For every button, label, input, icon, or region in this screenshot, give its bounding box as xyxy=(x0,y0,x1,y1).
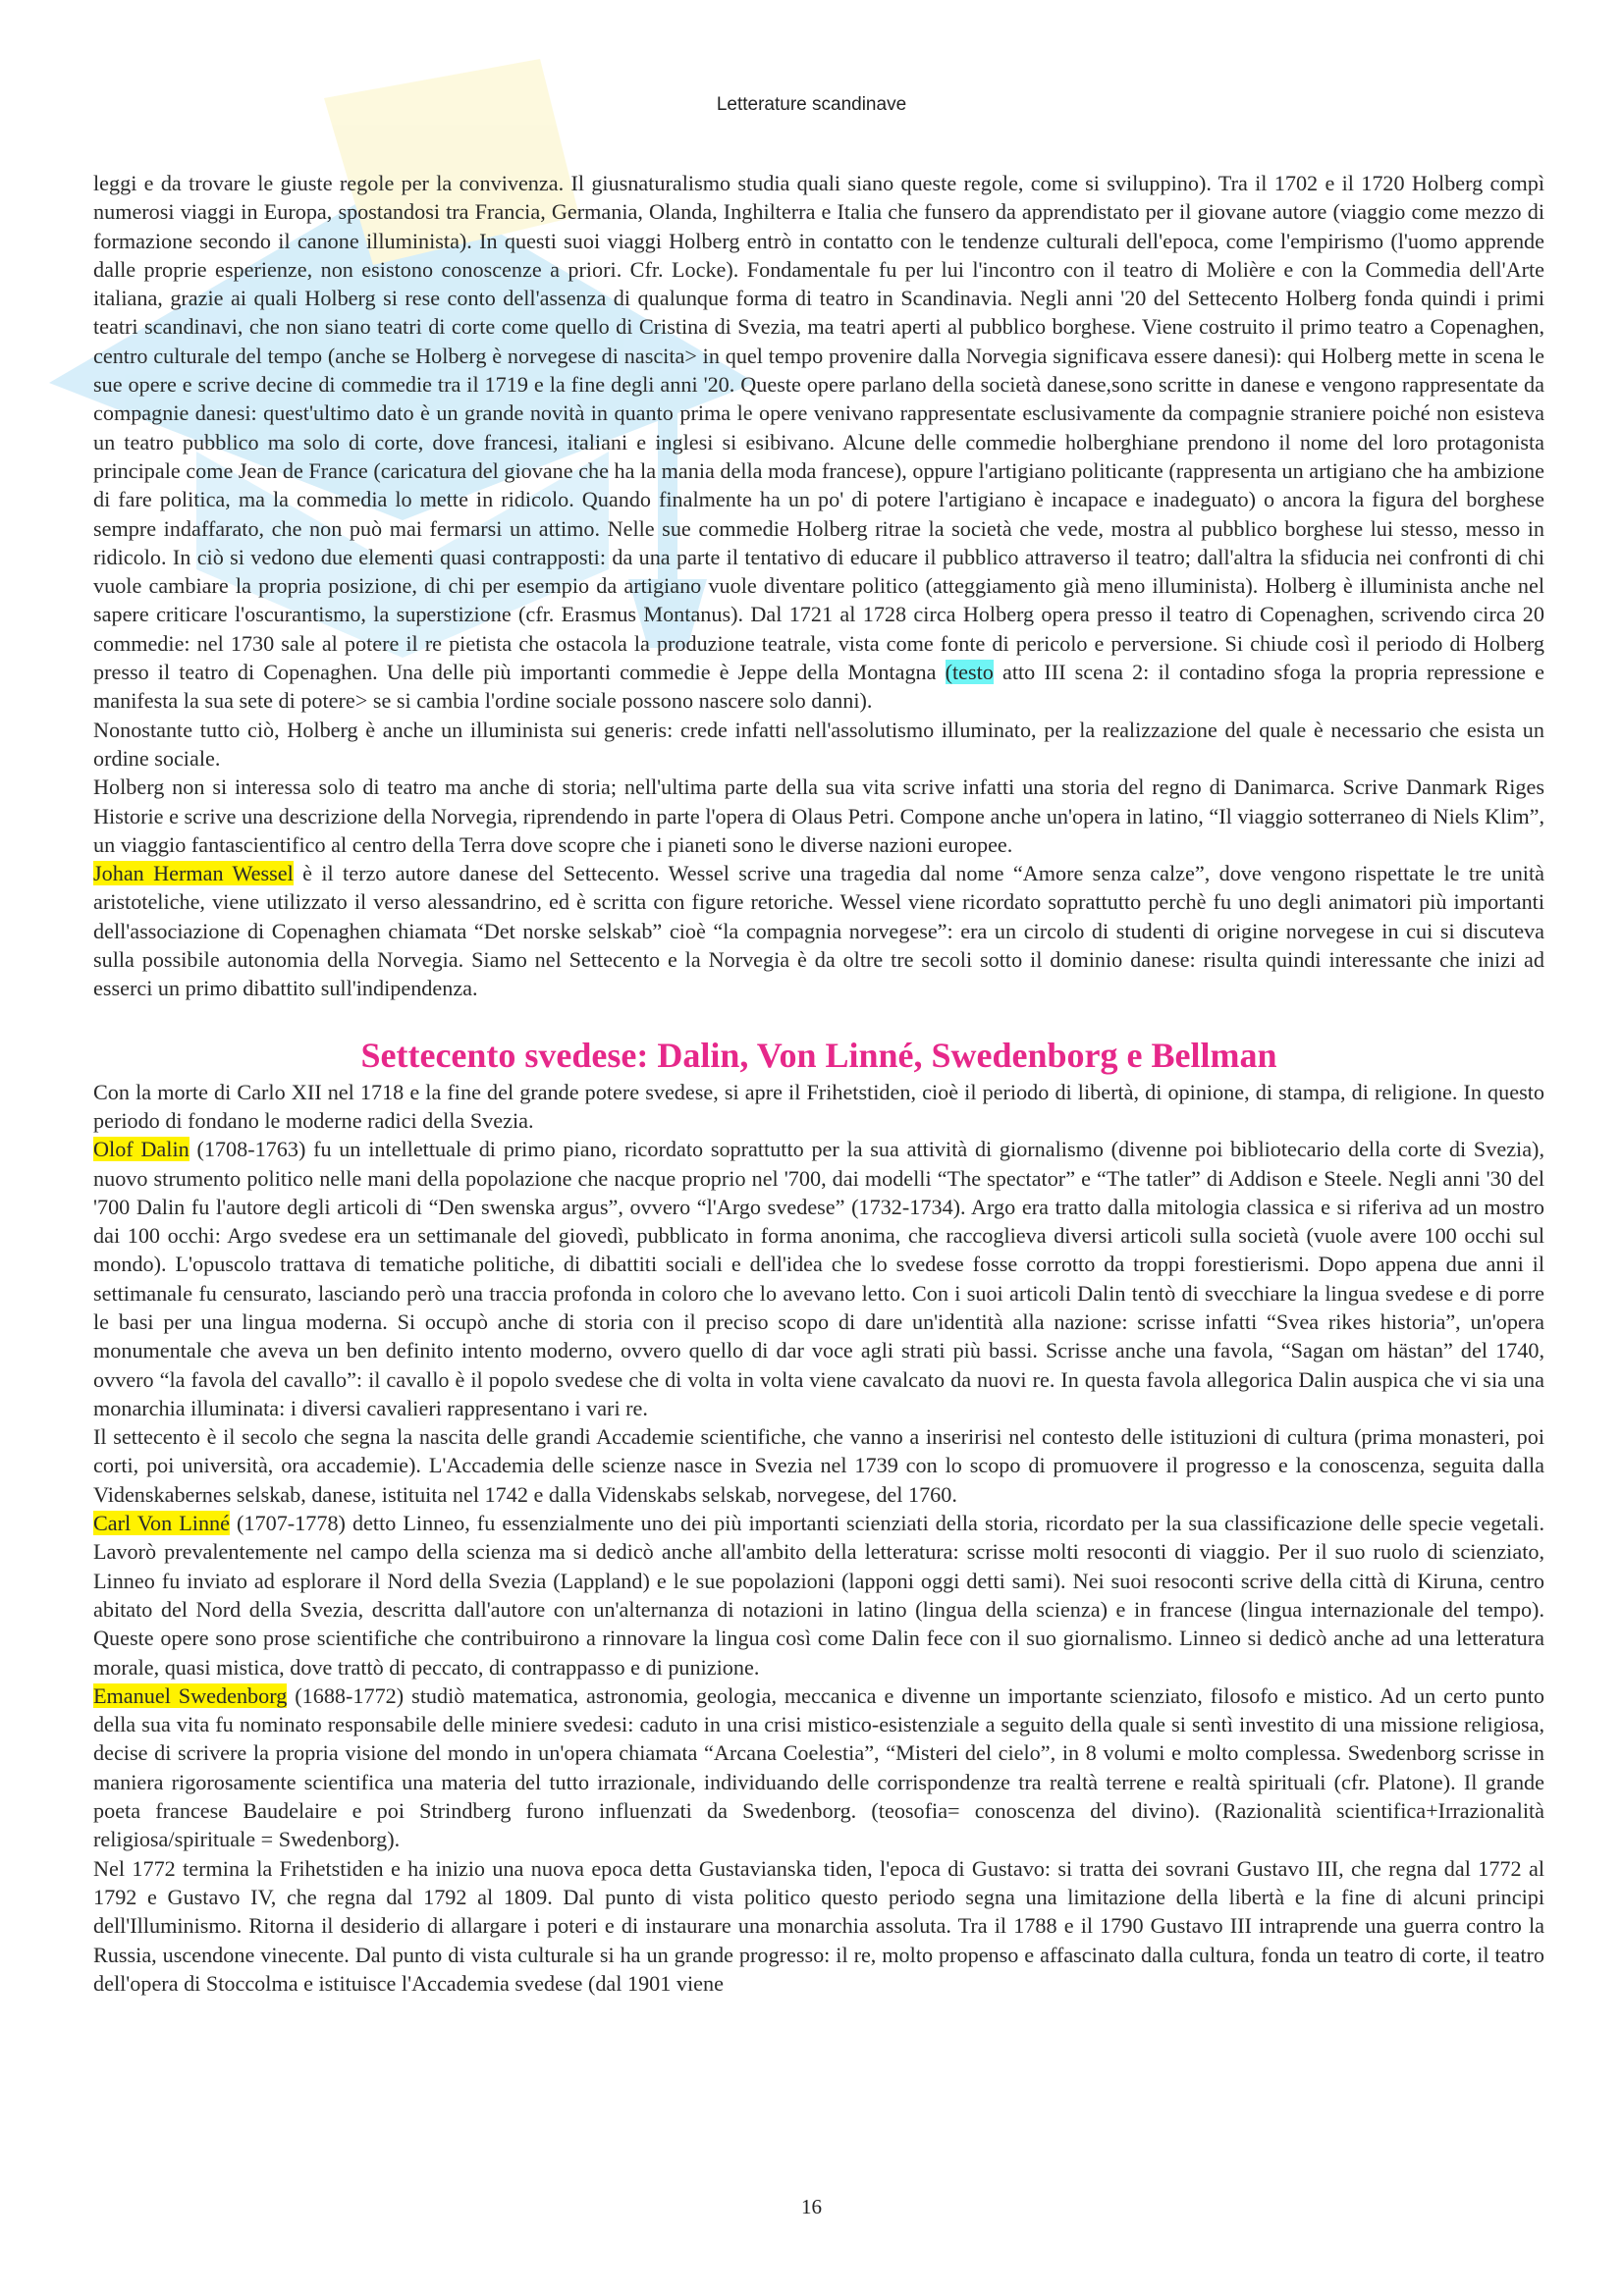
highlighted-name: Carl Von Linné xyxy=(93,1511,230,1536)
paragraph xyxy=(93,1682,1544,1854)
paragraph xyxy=(93,859,1544,1002)
paragraph xyxy=(93,169,1544,716)
section-title: Settecento svedese: Dalin, Von Linné, Swedenborg e Bellman xyxy=(360,1035,1277,1075)
paragraph xyxy=(93,1509,1544,1682)
highlighted-name: Emanuel Swedenborg xyxy=(93,1682,288,1708)
bottom-paragraphs xyxy=(93,1078,1544,1999)
text-run: Nel 1772 termina la Frihetstiden e ha inizio una nuova epoca detta Gustavianska tiden, l'epoca di Gustavo: si tratta dei sovrani Gustavo III, che regna dal 1772 al 1792 e Gustavo IV, che regna dal 1792 al 1809. Dal punto di vista politico questo periodo segna una limitazione della libertà e la fine di alcuni principi dell'Illuminismo. Ritorna il desiderio di allargare i poteri e di instaurare una monarchia assoluta. Tra il 1788 e il 1790 Gustavo III intraprende una guerra contro la Russia, uscendone vinecente. Dal punto di vista culturale si ha un grande progresso: il re, molto propenso e affascinato dalla cultura, fonda un teatro di corte, il teatro dell'opera di Stoccolma e istituisce l'Accademia svedese (dal 1901 viene xyxy=(93,1855,1544,1996)
paragraph xyxy=(93,773,1544,859)
paragraph xyxy=(93,1135,1544,1422)
highlighted-name: Olof Dalin xyxy=(93,1137,189,1162)
highlighted-text: (testo xyxy=(945,660,994,685)
top-paragraphs xyxy=(93,169,1544,1003)
page-body xyxy=(93,169,1544,1998)
paragraph xyxy=(93,716,1544,774)
text-run: (1708-1763) fu un intellettuale di primo piano, ricordato soprattutto per la sua attività di giornalismo (divenne poi bibliotecario della corte di Svezia), nuovo strumento politico nelle mani della popolazione che nacque proprio nel '700, dai modelli “The spectator” e “The tatler” di Addison e Steele. Negli anni '30 del '700 Dalin fu l'autore degli articoli di “Den swenska argus”, ovvero “l'Argo svedese” (1732-1734). Argo era tratto dalla mitologia classica e si riferiva ad un mostro dai 100 occhi: Argo svedese era un settimanale del giovedì, pubblicato in forma anonima, che raccoglieva diversi articoli sulla società (vuole avere 100 occhi sul mondo). L'opuscolo trattava di tematiche politiche, di dibattiti sociali e dell'idea che lo svedese fosse corrotto da troppi forestierismi. Dopo appena due anni il settimanale fu censurato, lasciando però una traccia profonda in coloro che lo avevano letto. Con i suoi articoli Dalin tentò di svecchiare la lingua svedese e di porre le basi per una lingua moderna. Si occupò anche di storia con il preciso scopo di dare un'identità alla nazione: scrisse infatti “Svea rikes historia”, un'opera monumentale che aveva un ben definito intento moderno, ovvero quello di dar voce agli strati più bassi. Scrisse anche una favola, “Sagan om hästan” del 1740, ovvero “la favola del cavallo”: il cavallo è il popolo svedese che di volta in volta viene cavalcato da nuovi re. In questa favola allegorica Dalin auspica che vi sia una monarchia illuminata: i diversi cavalieri rappresentano i vari re. xyxy=(93,1137,1544,1420)
text-run: (1688-1772) studiò matematica, astronomia, geologia, meccanica e divenne un importante scienziato, filosofo e mistico. Ad un certo punto della sua vita fu nominato responsabile delle miniere svedesi: caduto in una crisi mistico-esistenziale a seguito della quale si sentì investito di una missione religiosa, decise di scrivere la propria visione del mondo in un'opera chiamata “Arcana Coelestia”, “Misteri del cielo”, in 8 volumi e molto complessa. Swedenborg scrisse in maniera rigorosamente scientifica una materia del tutto irrazionale, individuando delle corrispondenze tra realtà terrene e realtà spirituali (cfr. Platone). Il grande poeta francese Baudelaire e poi Strindberg furono influenzati da Swedenborg. (teosofia= conoscenza del divino). (Razionalità scientifica+Irrazionalità religiosa/spirituale = Swedenborg). xyxy=(93,1682,1544,1852)
running-header: Letterature scandinave xyxy=(716,94,907,115)
text-run: Holberg non si interessa solo di teatro ma anche di storia; nell'ultima parte della sua vita scrive infatti una storia del regno di Danimarca. Scrive Danmark Riges Historie e scrive una descrizione della Norvegia, riprendendo in parte l'opera di Olaus Petri. Compone anche un'opera in latino, “Il viaggio sotterraneo di Niels Klim”, un viaggio fantascientifico al centro della Terra dove scopre che i pianeti sono le diverse nazioni europee. xyxy=(93,774,1544,857)
paragraph xyxy=(93,1854,1544,1998)
text-run: Nonostante tutto ciò, Holberg è anche un illuminista sui generis: crede infatti nell'assolutismo illuminato, per la realizzazione del quale è necessario che esista un ordine sociale. xyxy=(93,717,1544,771)
text-run: è il terzo autore danese del Settecento. Wessel scrive una tragedia dal nome “Amore senza calze”, dove vengono rispettate le tre unità aristoteliche, viene utilizzato il verso alessandrino, ed è scritta con figure retoriche. Wessel viene ricordato soprattutto perchè fu uno degli animatori più importanti dell'associazione di Copenaghen chiamata “Det norske selskab” cioè “la compagnia norvegese”: era un circolo di studenti di origine norvegese in cui si discuteva sulla possibile autonomia della Norvegia. Siamo nel Settecento e la Norvegia è da oltre tre secoli sotto il dominio danese: risulta quindi interessante che inizi ad esserci un primo dibattito sull'indipendenza. xyxy=(93,861,1544,1001)
text-run: (1707-1778) detto Linneo, fu essenzialmente uno dei più importanti scienziati della storia, ricordato per la sua classificazione delle specie vegetali. Lavorò prevalentemente nel campo della scienza ma si dedicò anche all'ambito della letteratura: scrisse molti resoconti di viaggio. Per il suo ruolo di scienziato, Linneo fu inviato ad esplorare il Nord della Svezia (Lappland) e le sue popolazioni (lapponi oggi detti sami). Nei suoi resoconti scrive della città di Kiruna, centro abitato del Nord della Svezia, descritta dall'autore con un'alternanza di notazioni in latino (lingua della scienza) e in francese (lingua internazionale del tempo). Queste opere sono prose scientifiche che contribuirono a rinnovare la lingua così come Dalin fece con il suo giornalismo. Linneo si dedicò anche ad una letteratura morale, quasi mistica, dove trattò di peccato, di contrappasso e di punizione. xyxy=(93,1511,1544,1680)
text-run: Con la morte di Carlo XII nel 1718 e la fine del grande potere svedese, si apre il Frihetstiden, cioè il periodo di libertà, di opinione, di stampa, di religione. In questo periodo di fondano le moderne radici della Svezia. xyxy=(93,1079,1544,1133)
text-run: Il settecento è il secolo che segna la nascita delle grandi Accademie scientifiche, che vanno a inseririsi nel contesto delle istituzioni di cultura (prima monasteri, poi corti, poi università, ora accademie). L'Accademia delle scienze nasce in Svezia nel 1739 con lo scopo di promuovere il progresso e la conoscenza, seguita dalla Videnskabernes selskab, danese, istituita nel 1742 e dalla Videnskabs selskab, norvegese, del 1760. xyxy=(93,1424,1544,1507)
paragraph xyxy=(93,1422,1544,1509)
page-number: 16 xyxy=(801,2195,822,2218)
text-run: atto III scena 2: il contadino sfoga la propria repressione e manifesta la sua sete di potere> se si cambia l'ordine sociale possono nascere solo danni). xyxy=(93,660,1544,714)
paragraph xyxy=(93,1078,1544,1136)
text-run: leggi e da trovare le giuste regole per la convivenza. Il giusnaturalismo studia quali siano queste regole, come si sviluppino). Tra il 1702 e il 1720 Holberg compì numerosi viaggi in Europa, spostandosi tra Francia, Germania, Olanda, Inghilterra e Italia che funsero da apprendistato per il giovane autore (viaggio come mezzo di formazione secondo il canone illuminista). In questi suoi viaggi Holberg entrò in contatto con le tendenze culturali dell'epoca, come l'empirismo (l'uomo apprende dalle proprie esperienze, non esistono conoscenze a priori. Cfr. Locke). Fondamentale fu per lui l'incontro con il teatro di Molière e con la Commedia dell'Arte italiana, grazie ai quali Holberg si rese conto dell'assenza di qualunque forma di teatro in Scandinavia. Negli anni '20 del Settecento Holberg fonda quindi i primi teatri scandinavi, che non siano teatri di corte come quello di Cristina di Svezia, ma teatri aperti al pubblico borghese. Viene costruito il primo teatro a Copenaghen, centro culturale del tempo (anche se Holberg è norvegese di nascita> in quel tempo provenire dalla Norvegia significava essere danesi): qui Holberg mette in scena le sue opere e scrive decine di commedie tra il 1719 e la fine degli anni '20. Queste opere parlano della società danese,sono scritte in danese e vengono rappresentate da compagnie danesi: quest'ultimo dato è un grande novità in quanto prima le opere venivano rappresentate esclusivamente da compagnie straniere poiché non esisteva un teatro pubblico ma solo di corte, dove francesi, italiani e inglesi si esibivano. Alcune delle commedie holberghiane prendono il nome del loro protagonista principale come Jean de France (caricatura del giovane che ha la mania della moda francese), oppure l'artigiano politicante (rappresenta un artigiano che ha ambizione di fare politica, ma la commedia lo mette in ridicolo. Quando finalmente ha un po' di potere l'artigiano è incapace e inadeguato) o ancora la figura del borghese sempre indaffarato, che non può mai fermarsi un attimo. Nelle sue commedie Holberg ritrae la società che vede, mostra al pubblico borghese lui stesso, messo in ridicolo. In ciò si vedono due elementi quasi contrapposti: da una parte il tentativo di educare il pubblico attraverso il teatro; dall'altra la sfiducia nei confronti di chi vuole cambiare la propria posizione, di chi per esempio da artigiano vuole diventare politico (atteggiamento già meno illuminista). Holberg è illuminista anche nel sapere criticare l'oscurantismo, la superstizione (cfr. Erasmus Montanus). Dal 1721 al 1728 circa Holberg opera presso il teatro di Copenaghen, scrivendo circa 20 commedie: nel 1730 sale al potere il re pietista che ostacola la produzione teatrale, vista come fonte di pericolo e perversione. Si chiude così il periodo di Holberg presso il teatro di Copenaghen. Una delle più importanti commedie è Jeppe della Montagna xyxy=(93,171,1544,685)
highlighted-name: Johan Herman Wessel xyxy=(93,861,294,886)
